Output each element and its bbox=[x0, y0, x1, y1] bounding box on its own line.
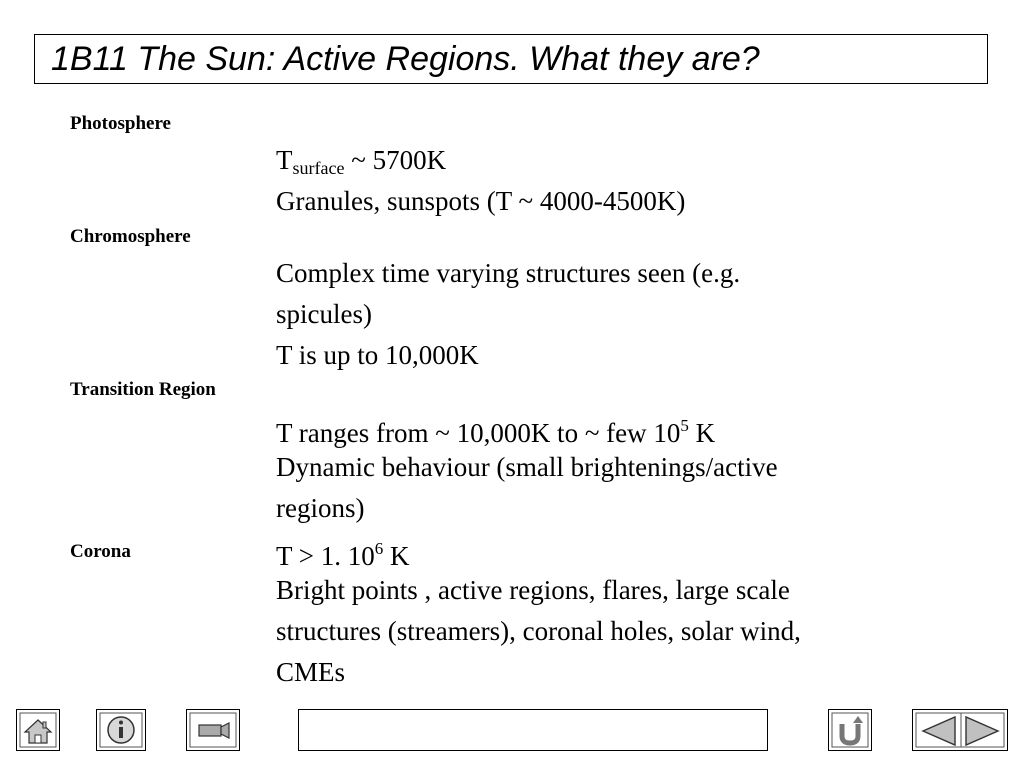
transition-line-1-text: T ranges from ~ 10,000K to ~ few 10 bbox=[276, 418, 681, 448]
camera-button[interactable] bbox=[186, 709, 240, 751]
corona-unit: K bbox=[383, 541, 410, 571]
transition-unit: K bbox=[688, 418, 716, 448]
return-button[interactable] bbox=[828, 709, 872, 751]
transition-exponent: 5 bbox=[680, 416, 689, 435]
chromosphere-line-2: spicules) bbox=[276, 299, 372, 329]
corona-line-2: Bright points , active regions, flares, large scale bbox=[276, 575, 790, 605]
info-icon bbox=[97, 710, 147, 752]
photosphere-temperature bbox=[276, 143, 446, 185]
slide-title: 1B11 The Sun: Active Regions. What they are? bbox=[51, 40, 760, 78]
transition-line-1 bbox=[276, 409, 715, 450]
corona-line-3: structures (streamers), coronal holes, solar wind, bbox=[276, 616, 801, 646]
transition-line-3: regions) bbox=[276, 493, 365, 523]
info-button[interactable] bbox=[96, 709, 146, 751]
next-arrow-icon[interactable] bbox=[962, 714, 1004, 748]
home-icon bbox=[17, 710, 61, 752]
previous-next-button-group bbox=[912, 709, 1008, 751]
section-label-transition-region: Transition Region bbox=[70, 379, 216, 400]
section-label-chromosphere: Chromosphere bbox=[70, 226, 191, 247]
previous-arrow-icon[interactable] bbox=[917, 714, 959, 748]
t-symbol: T bbox=[276, 145, 293, 175]
t-subscript: surface bbox=[292, 158, 345, 178]
home-button[interactable] bbox=[16, 709, 60, 751]
corona-line-1 bbox=[276, 532, 409, 573]
corona-line-1-text: T > 1. 10 bbox=[276, 541, 375, 571]
return-icon bbox=[829, 710, 873, 752]
section-label-photosphere: Photosphere bbox=[70, 113, 171, 134]
photosphere-line-2: Granules, sunspots (T ~ 4000-4500K) bbox=[276, 186, 686, 216]
chromosphere-line-1: Complex time varying structures seen (e.g. bbox=[276, 258, 741, 288]
chromosphere-line-3: T is up to 10,000K bbox=[276, 340, 479, 370]
navigation-text-field[interactable] bbox=[298, 709, 768, 751]
transition-line-2: Dynamic behaviour (small brightenings/active bbox=[276, 452, 778, 482]
slide-title-box bbox=[34, 34, 988, 84]
t-value: ~ 5700K bbox=[344, 145, 447, 175]
camera-icon bbox=[187, 710, 241, 752]
section-label-corona: Corona bbox=[70, 541, 131, 562]
corona-exponent: 6 bbox=[374, 539, 384, 558]
corona-line-4: CMEs bbox=[276, 657, 346, 687]
